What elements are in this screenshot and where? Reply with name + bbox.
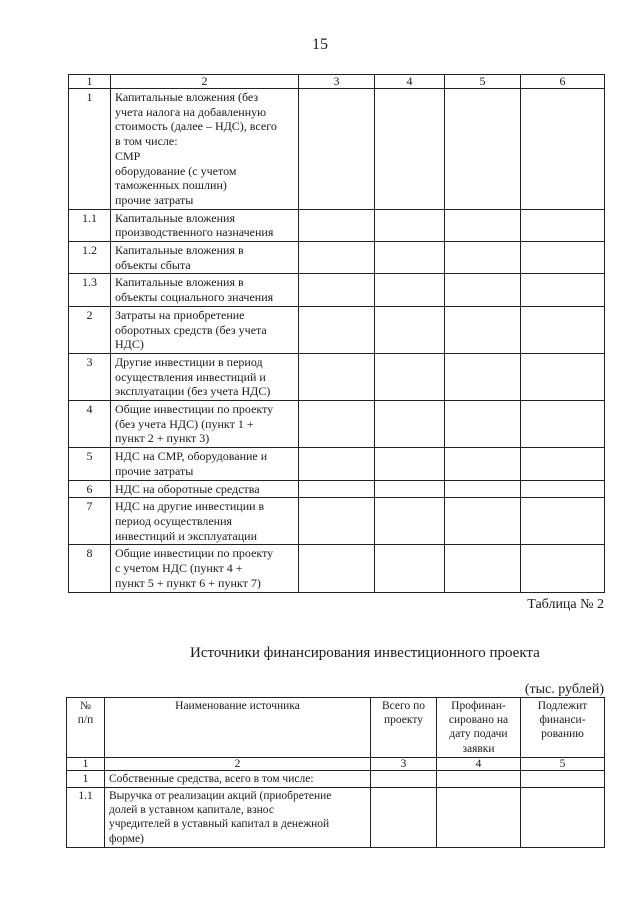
empty-cell [521, 480, 605, 498]
col-number: 5 [521, 757, 605, 770]
empty-cell [521, 498, 605, 545]
row-number: 3 [69, 353, 111, 400]
empty-cell [445, 209, 521, 241]
empty-cell [521, 545, 605, 592]
col-number: 6 [521, 75, 605, 89]
row-number: 1.2 [69, 242, 111, 274]
column-number-row [69, 75, 605, 89]
row-name: Другие инвестиции в период осуществления инвестиций и эксплуатации (без учета НДС) [111, 353, 299, 400]
table-row [69, 401, 605, 448]
row-number: 1 [69, 89, 111, 210]
row-number: 5 [69, 448, 111, 480]
empty-cell [299, 401, 375, 448]
col-number: 1 [67, 757, 105, 770]
empty-cell [375, 89, 445, 210]
empty-cell [521, 401, 605, 448]
empty-cell [299, 209, 375, 241]
table-row [69, 242, 605, 274]
empty-cell [375, 353, 445, 400]
page-number: 15 [312, 36, 328, 53]
row-number: 1.1 [69, 209, 111, 241]
row-name: НДС на оборотные средства [111, 480, 299, 498]
empty-cell [375, 274, 445, 306]
empty-cell [445, 498, 521, 545]
row-number: 2 [69, 306, 111, 353]
row-name: Общие инвестиции по проекту (без учета НДС) (пункт 1 + пункт 2 + пункт 3) [111, 401, 299, 448]
table-row [69, 545, 605, 592]
row-name: НДС на другие инвестиции в период осуществления инвестиций и эксплуатации [111, 498, 299, 545]
row-number: 1.3 [69, 274, 111, 306]
empty-cell [445, 306, 521, 353]
empty-cell [521, 448, 605, 480]
empty-cell [445, 353, 521, 400]
row-number: 6 [69, 480, 111, 498]
header-cell: Наименование источника [105, 698, 371, 758]
row-name: Выручка от реализации акций (приобретение долей в уставном капитале, взнос учредителей в уставный капитал в денежной форме) [105, 788, 371, 848]
empty-cell [445, 545, 521, 592]
table-row [69, 448, 605, 480]
table-row [69, 353, 605, 400]
empty-cell [299, 89, 375, 210]
empty-cell [437, 770, 521, 787]
col-number: 2 [111, 75, 299, 89]
header-cell: Профинан- сировано на дату подачи заявки [437, 698, 521, 758]
empty-cell [299, 306, 375, 353]
row-name: Затраты на приобретение оборотных средств (без учета НДС) [111, 306, 299, 353]
table-row [69, 306, 605, 353]
row-number: 4 [69, 401, 111, 448]
header-cell: Подлежит финанси- рованию [521, 698, 605, 758]
table-row [69, 274, 605, 306]
row-name: Капитальные вложения в объекты социального значения [111, 274, 299, 306]
empty-cell [437, 788, 521, 848]
col-number: 4 [375, 75, 445, 89]
row-number: 8 [69, 545, 111, 592]
column-number-row [67, 757, 605, 770]
col-number: 3 [299, 75, 375, 89]
table-row [67, 770, 605, 787]
empty-cell [299, 274, 375, 306]
row-number: 1.1 [67, 788, 105, 848]
col-number: 2 [105, 757, 371, 770]
row-number: 1 [67, 770, 105, 787]
investment-table [68, 74, 605, 593]
empty-cell [299, 448, 375, 480]
empty-cell [299, 498, 375, 545]
col-number: 5 [445, 75, 521, 89]
empty-cell [375, 480, 445, 498]
row-name: Общие инвестиции по проекту с учетом НДС (пункт 4 + пункт 5 + пункт 6 + пункт 7) [111, 545, 299, 592]
col-number: 4 [437, 757, 521, 770]
empty-cell [445, 448, 521, 480]
empty-cell [375, 448, 445, 480]
table-row [69, 209, 605, 241]
empty-cell [521, 788, 605, 848]
financing-sources-table [66, 697, 605, 848]
empty-cell [375, 401, 445, 448]
empty-cell [375, 242, 445, 274]
empty-cell [521, 353, 605, 400]
header-row [67, 698, 605, 758]
empty-cell [445, 274, 521, 306]
empty-cell [521, 770, 605, 787]
table-caption: Таблица № 2 [527, 597, 604, 612]
empty-cell [521, 209, 605, 241]
row-name: НДС на СМР, оборудование и прочие затраты [111, 448, 299, 480]
empty-cell [445, 401, 521, 448]
empty-cell [445, 480, 521, 498]
header-cell: № п/п [67, 698, 105, 758]
empty-cell [375, 209, 445, 241]
header-cell: Всего по проекту [371, 698, 437, 758]
empty-cell [371, 788, 437, 848]
table-row [69, 480, 605, 498]
empty-cell [521, 274, 605, 306]
empty-cell [299, 242, 375, 274]
row-number: 7 [69, 498, 111, 545]
empty-cell [445, 242, 521, 274]
empty-cell [445, 89, 521, 210]
table-row [69, 89, 605, 210]
row-name: Собственные средства, всего в том числе: [105, 770, 371, 787]
empty-cell [299, 545, 375, 592]
empty-cell [371, 770, 437, 787]
col-number: 3 [371, 757, 437, 770]
units-label: (тыс. рублей) [524, 682, 604, 697]
empty-cell [299, 480, 375, 498]
empty-cell [375, 306, 445, 353]
empty-cell [521, 306, 605, 353]
empty-cell [521, 89, 605, 210]
table-row [67, 788, 605, 848]
row-name: Капитальные вложения в объекты сбыта [111, 242, 299, 274]
table-title: Источники финансирования инвестиционного проекта [190, 645, 540, 661]
table-row [69, 498, 605, 545]
row-name: Капитальные вложения производственного назначения [111, 209, 299, 241]
col-number: 1 [69, 75, 111, 89]
empty-cell [375, 545, 445, 592]
empty-cell [375, 498, 445, 545]
empty-cell [521, 242, 605, 274]
empty-cell [299, 353, 375, 400]
row-name: Капитальные вложения (без учета налога на добавленную стоимость (далее – НДС), всего в том числе: СМР оборудование (с учетом таможенных пошлин) прочие затраты [111, 89, 299, 210]
